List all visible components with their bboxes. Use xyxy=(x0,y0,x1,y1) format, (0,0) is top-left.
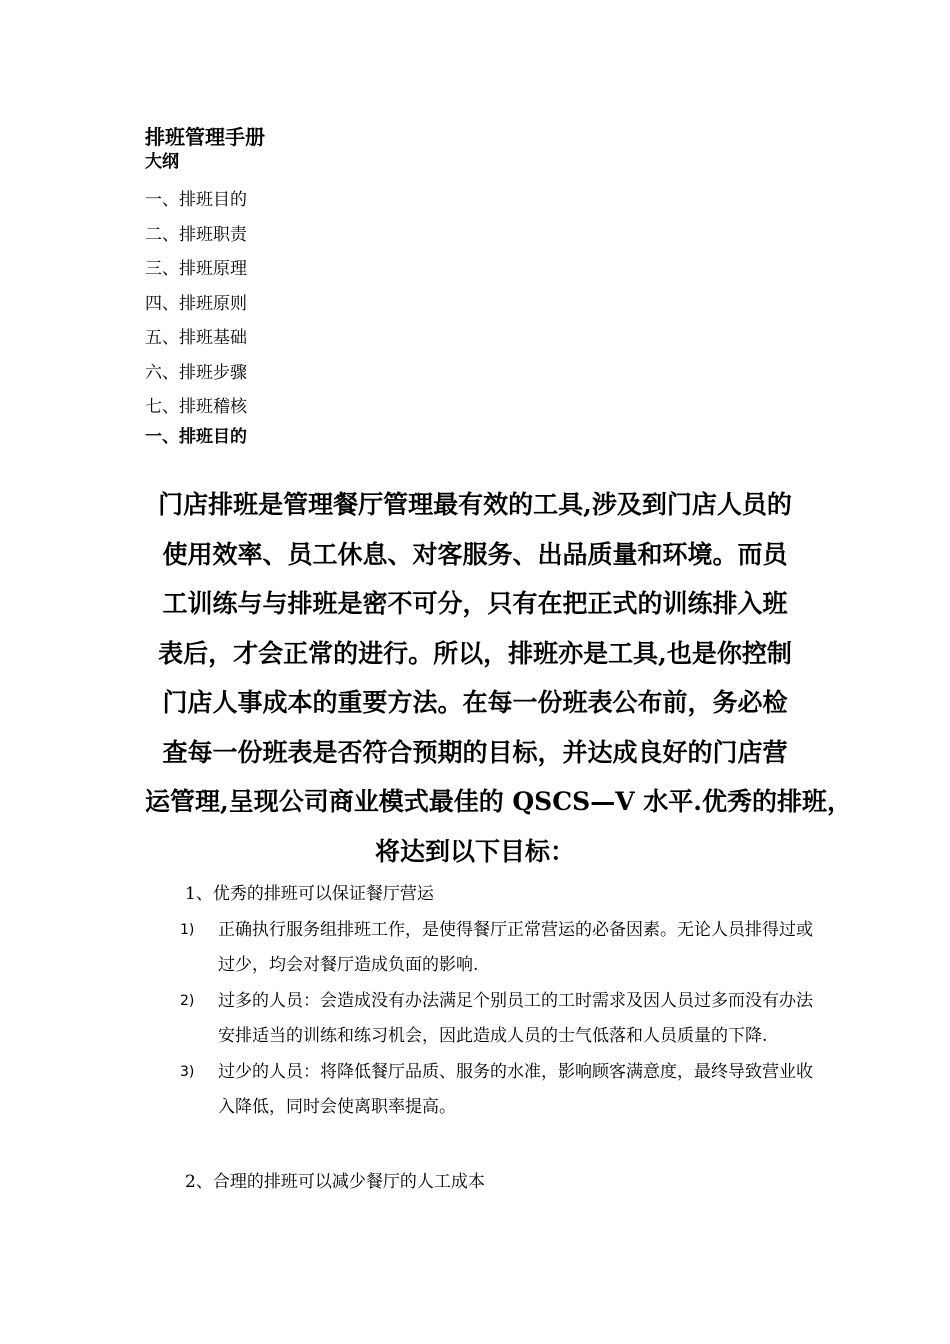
toc-item: 三、排班原理 xyxy=(145,259,247,279)
list-item xyxy=(180,1055,820,1124)
toc-item: 七、排班稽核 xyxy=(145,397,247,417)
lead-line: 门店人事成本的重要方法。在每一份班表公布前，务必检 xyxy=(162,688,788,717)
numbered-list xyxy=(180,913,820,1126)
toc-item: 六、排班步骤 xyxy=(145,362,247,383)
section-heading: 一、排班目的 xyxy=(145,427,247,447)
list-text: 正确执行服务组排班工作，是使得餐厅正常营运的必备因素。无论人员排得过或过少，均会对餐厅造成负面的影响. xyxy=(218,920,813,975)
table-of-contents xyxy=(145,183,247,425)
list-item xyxy=(180,984,820,1053)
toc-item: 二、排班职责 xyxy=(145,224,247,245)
toc-item: 五、排班基础 xyxy=(145,328,247,348)
list-number: 1) xyxy=(180,922,195,938)
subsection-heading: 2、合理的排班可以减少餐厅的人工成本 xyxy=(185,1172,485,1192)
lead-line: 运管理,呈现公司商业模式最佳的 QSCS—V 水平.优秀的排班， xyxy=(145,787,852,816)
lead-line: 使用效率、员工休息、对客服务、出品质量和环境。而员 xyxy=(162,539,788,569)
outline-heading: 大纲 xyxy=(145,152,179,172)
document-title: 排班管理手册 xyxy=(145,125,265,149)
list-text: 过少的人员：将降低餐厅品质、服务的水准，影响顾客满意度，最终导致营业收入降低，同时会使离职率提高。 xyxy=(218,1062,813,1117)
lead-line: 门店排班是管理餐厅管理最有效的工具,涉及到门店人员的 xyxy=(158,490,792,519)
toc-item: 四、排班原则 xyxy=(145,293,247,314)
lead-line: 工训练与与排班是密不可分，只有在把正式的训练排入班 xyxy=(162,589,788,618)
lead-line: 表后，才会正常的进行。所以，排班亦是工具,也是你控制 xyxy=(158,638,792,668)
subsection-heading: 1、优秀的排班可以保证餐厅营运 xyxy=(185,884,434,904)
list-item xyxy=(180,913,820,982)
list-text: 过多的人员：会造成没有办法满足个别员工的工时需求及因人员过多而没有办法安排适当的训练和练习机会，因此造成人员的士气低落和人员质量的下降. xyxy=(218,991,813,1046)
lead-line: 将达到以下目标： xyxy=(374,836,575,866)
toc-item: 一、排班目的 xyxy=(145,190,247,210)
list-number: 2) xyxy=(180,993,195,1009)
lead-line: 查每一份班表是否符合预期的目标，并达成良好的门店营 xyxy=(162,737,788,767)
lead-paragraph xyxy=(145,480,852,876)
list-number: 3) xyxy=(180,1064,195,1080)
